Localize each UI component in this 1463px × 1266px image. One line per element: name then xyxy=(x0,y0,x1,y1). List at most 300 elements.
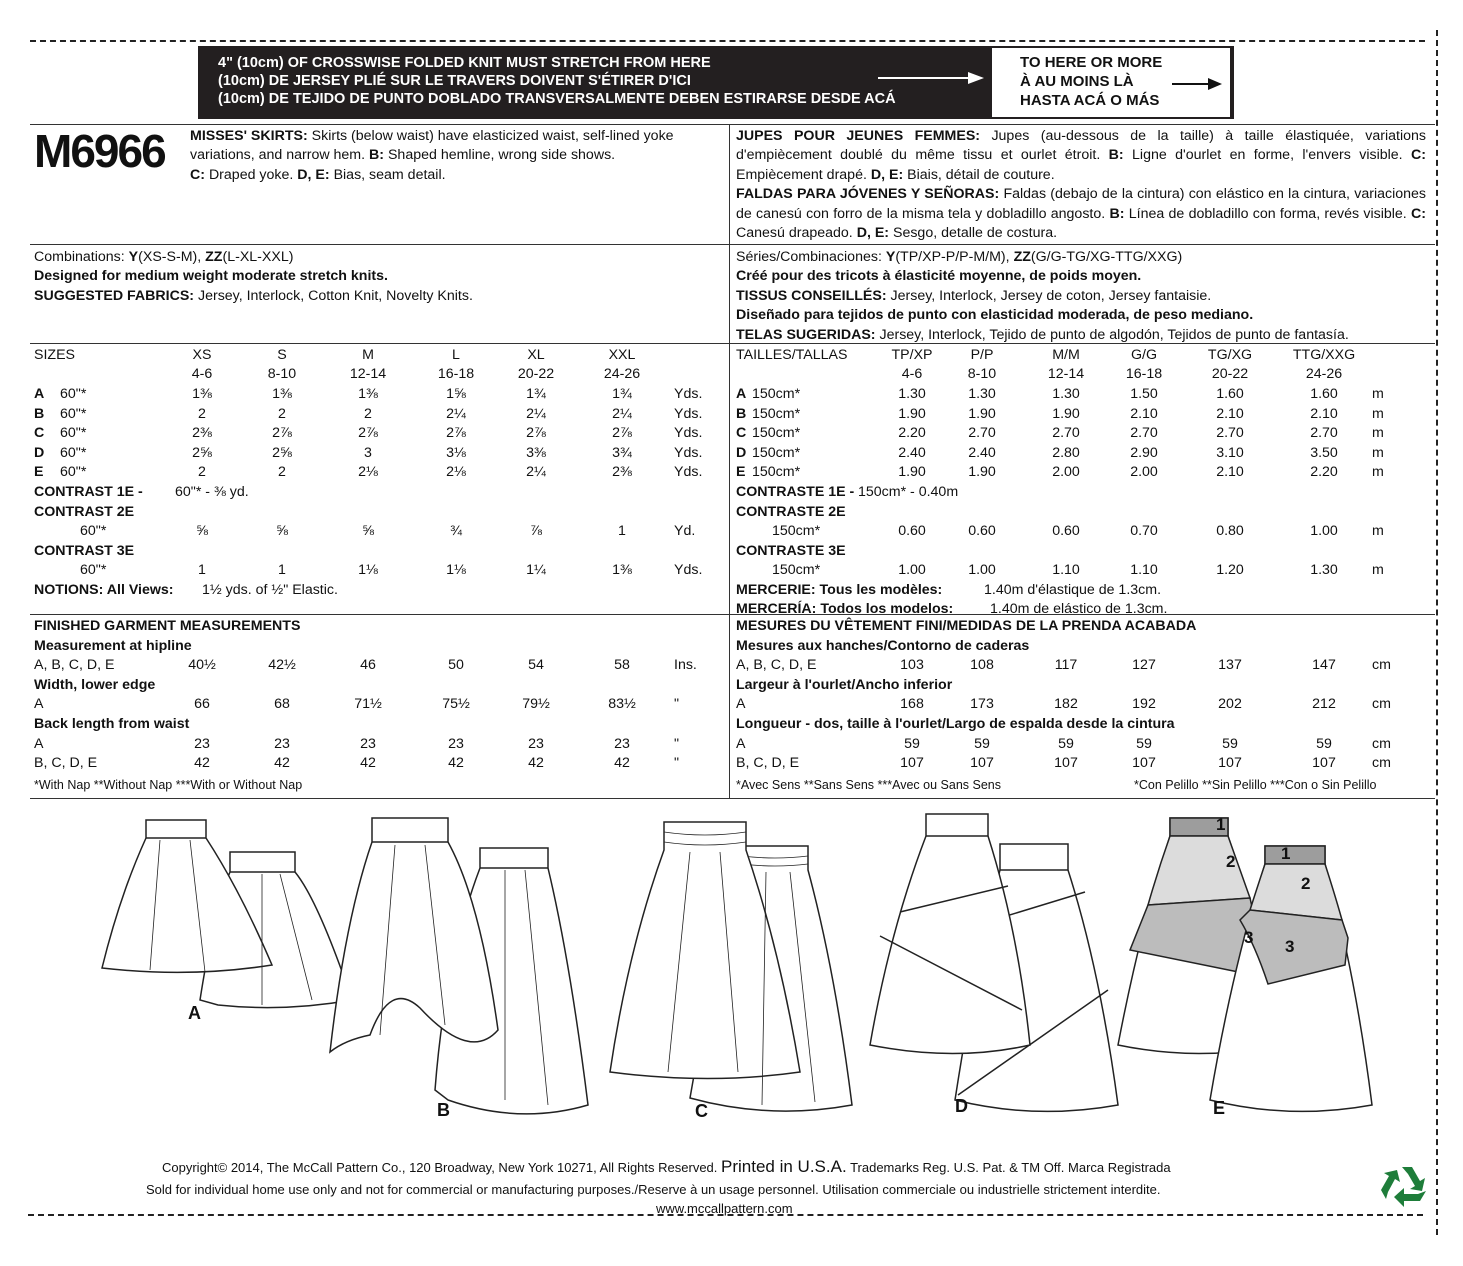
yardage-value: 2⅞ xyxy=(272,425,292,442)
yardage-table-fr xyxy=(736,0,1436,800)
yardage-value: 2.10 xyxy=(1216,405,1244,422)
merceria-label: MERCERÍA: Todos los modelos: xyxy=(736,601,954,617)
measure-value: 71½ xyxy=(354,696,382,713)
fabric-designed-fr: Créé pour des tricots à élasticité moyenne, de poids moyen. xyxy=(736,268,1142,285)
yardage-value: 2 xyxy=(198,464,206,481)
yardage-value: 1.30 xyxy=(1310,562,1338,579)
measure-value: 68 xyxy=(274,696,290,713)
measure-label: Measurement at hipline xyxy=(34,637,192,654)
size-numbers-row xyxy=(736,365,1436,384)
printed-in: Printed in U.S.A. xyxy=(721,1157,847,1176)
measure-row xyxy=(736,754,1436,773)
view-row-c xyxy=(736,424,1436,443)
desc-es-title: FALDAS PARA JÓVENES Y SEÑORAS: xyxy=(736,186,1000,203)
yardage-value: 2.20 xyxy=(898,425,926,442)
size-number: 4-6 xyxy=(901,366,923,382)
unit: m xyxy=(1372,562,1384,579)
yardage-value: 2.80 xyxy=(1052,444,1080,461)
yardage-value: 1⅝ xyxy=(446,386,466,402)
view-letter: B xyxy=(34,405,45,422)
size-col-header: M xyxy=(362,347,374,363)
fabric-width: 60"* xyxy=(60,444,87,461)
yardage-value: 1¼ xyxy=(526,562,546,579)
view-letter: C xyxy=(736,425,747,442)
unit: Yds. xyxy=(674,464,703,481)
desc-en-de-text: Bias, seam detail. xyxy=(333,166,446,183)
yardage-value: 1 xyxy=(278,562,286,579)
contrast-1-text: 150cm* - 0.40m xyxy=(858,484,959,500)
measure-value: 107 xyxy=(1132,755,1156,772)
measure-value: 75½ xyxy=(442,696,470,713)
footer-url: www.mccallpattern.com xyxy=(656,1201,793,1216)
view-row-a xyxy=(736,385,1436,404)
notions-text: 1½ yds. of ½" Elastic. xyxy=(202,582,338,598)
yardage-value: 2⅞ xyxy=(612,425,632,442)
measure-value: 23 xyxy=(528,735,544,752)
view-e-illustration xyxy=(1118,818,1372,1111)
measure-value: 103 xyxy=(900,657,924,674)
yardage-value: 1.00 xyxy=(1310,523,1338,540)
yardage-value: 1.30 xyxy=(898,386,926,402)
measure-row xyxy=(736,656,1436,675)
desc-fr-b-text: Ligne d'ourlet en forme, l'envers visible. xyxy=(1132,147,1403,164)
unit: " xyxy=(674,735,680,752)
finished-header: FINISHED GARMENT MEASUREMENTS xyxy=(34,618,301,634)
contrast-label: CONTRAST 3E xyxy=(34,542,135,559)
desc-en-b-text: Shaped hemline, wrong side shows. xyxy=(387,147,616,164)
recycle-icon xyxy=(1380,1165,1434,1209)
piece-number-3: 3 xyxy=(1244,928,1254,947)
measure-label-row xyxy=(34,676,734,695)
yardage-value: 2.10 xyxy=(1216,464,1244,481)
yardage-value: 2.70 xyxy=(1130,425,1158,442)
view-row-c xyxy=(34,424,734,443)
yardage-value: 2¼ xyxy=(526,405,546,422)
measure-value: 66 xyxy=(194,696,210,713)
suggested-fabrics-label-fr: TISSUS CONSEILLÉS: xyxy=(736,287,887,304)
view-letter: E xyxy=(736,464,746,481)
yardage-value: 1.60 xyxy=(1216,386,1244,402)
measure-views: B, C, D, E xyxy=(736,755,800,772)
contrast-label: CONTRAST 2E xyxy=(34,503,135,520)
measure-value: 58 xyxy=(614,657,630,674)
footer-sold: Sold for individual home use only and not for commercial or manufacturing purposes./Reserve à un usage personnel. Utilisation commerciale ou industrielle strictement interdite. xyxy=(146,1182,1161,1197)
view-row-d xyxy=(34,444,734,463)
fabric-width: 60"* xyxy=(80,523,107,540)
desc-fr-de-text: Biais, détail de couture. xyxy=(907,166,1055,183)
yardage-value: ⅝ xyxy=(276,523,288,540)
unit: cm xyxy=(1372,735,1391,752)
contrast-1-label: CONTRASTE 1E - xyxy=(736,484,855,500)
measure-label: Largeur à l'ourlet/Ancho inferior xyxy=(736,676,953,693)
combo-zz: ZZ xyxy=(205,249,223,265)
desc-fr-title: JUPES POUR JEUNES FEMMES: xyxy=(736,128,981,144)
desc-es-text: Faldas (debajo de la cintura) con elástico en la cintura, variaciones de canesú con forro de la misma tela y dobladillo angosto. xyxy=(736,186,1426,222)
size-number: 4-6 xyxy=(191,366,213,382)
measure-row xyxy=(34,695,734,714)
desc-es-b-label: B: xyxy=(1109,205,1125,222)
contrast-2-row xyxy=(736,522,1436,541)
contrast-1-row xyxy=(736,483,1436,502)
trademarks: Trademarks Reg. U.S. Pat. & TM Off. Marca Registrada xyxy=(850,1160,1171,1175)
notions-row xyxy=(34,581,734,600)
footnote-row xyxy=(736,776,1436,795)
yardage-value: 1.20 xyxy=(1216,562,1244,579)
desc-es-b-text: Línea de dobladillo con forma, revés visible. xyxy=(1128,205,1407,222)
yardage-value: 2.40 xyxy=(968,444,996,461)
measure-value: 182 xyxy=(1054,696,1078,713)
merceria-text: 1.40m de elástico de 1.3cm. xyxy=(990,601,1168,617)
unit: m xyxy=(1372,464,1384,481)
measure-value: 59 xyxy=(974,735,990,752)
measure-value: 42 xyxy=(360,755,376,772)
combo-y-fr: Y xyxy=(885,249,896,265)
measure-value: 107 xyxy=(1054,755,1078,772)
view-row-a xyxy=(34,385,734,404)
yardage-value: 2⅜ xyxy=(192,425,212,442)
desc-en-b-label: B: xyxy=(369,147,385,164)
yardage-value: ⅝ xyxy=(196,523,208,540)
measure-value: 59 xyxy=(1058,735,1074,752)
yardage-value: 2⅛ xyxy=(446,464,466,481)
measure-value: 79½ xyxy=(522,696,550,713)
size-col-header: TP/XP xyxy=(891,347,933,363)
measure-value: 42 xyxy=(528,755,544,772)
yardage-value: 1.30 xyxy=(1052,386,1080,402)
measure-views: B, C, D, E xyxy=(34,755,98,772)
yardage-value: 3 xyxy=(364,444,372,461)
yardage-value: 2 xyxy=(198,405,206,422)
measure-value: 59 xyxy=(1222,735,1238,752)
size-number: 16-18 xyxy=(1125,366,1163,382)
measure-row xyxy=(34,735,734,754)
view-label-d: D xyxy=(955,1096,968,1116)
desc-en-text: Skirts (below waist) have elasticized waist, self-lined yoke variations, and narrow hem. xyxy=(190,128,674,164)
suggested-fabrics-en: Jersey, Interlock, Cotton Knit, Novelty Knits. xyxy=(197,287,473,304)
suggested-fabrics-label-es: TELAS SUGERIDAS: xyxy=(736,326,876,343)
desc-fr-b-label: B: xyxy=(1108,147,1124,164)
view-letter: E xyxy=(34,464,44,481)
yardage-value: 1⅛ xyxy=(446,562,466,579)
measure-value: 42 xyxy=(274,755,290,772)
measure-value: 42 xyxy=(194,755,210,772)
view-label-e: E xyxy=(1213,1098,1226,1118)
unit: m xyxy=(1372,444,1384,461)
unit: " xyxy=(674,696,680,713)
unit: m xyxy=(1372,405,1384,422)
yardage-value: 1.90 xyxy=(968,405,996,422)
yardage-value: 2⅞ xyxy=(446,425,466,442)
measure-value: 107 xyxy=(1218,755,1242,772)
view-letter: B xyxy=(736,405,747,422)
size-col-header: XS xyxy=(192,347,212,363)
mercerie-row xyxy=(736,581,1436,600)
yardage-value: 1.90 xyxy=(898,405,926,422)
yardage-value: 2.70 xyxy=(968,425,996,442)
combo-zz-fr: ZZ xyxy=(1013,249,1031,265)
sizes-header-row xyxy=(34,346,734,365)
desc-es-c-text: Canesú drapeado. xyxy=(736,225,853,242)
fabric-width: 60"* xyxy=(60,386,87,402)
fabric-width: 150cm* xyxy=(772,523,821,540)
combo-zz-sizes-fr: (G/G-TG/XG-TTG/XXG) xyxy=(1030,249,1183,265)
view-label-c: C xyxy=(695,1101,708,1121)
yardage-value: 1.00 xyxy=(898,562,926,579)
measure-label: Longueur - dos, taille à l'ourlet/Largo de espalda desde la cintura xyxy=(736,716,1175,732)
yardage-value: 1.30 xyxy=(968,386,996,402)
fabric-width: 150cm* xyxy=(772,562,821,579)
yardage-value: 1⅜ xyxy=(612,562,632,579)
piece-number-2: 2 xyxy=(1226,852,1236,871)
size-col-header: XXL xyxy=(608,347,636,363)
measure-label: Width, lower edge xyxy=(34,676,156,693)
yardage-value: 1.90 xyxy=(968,464,996,481)
desc-en-c-text: Draped yoke. xyxy=(208,166,294,183)
contrast-2-label-row xyxy=(736,503,1436,522)
yardage-value: 2¼ xyxy=(526,464,546,481)
yardage-value: 2⅞ xyxy=(526,425,546,442)
yardage-value: ⅝ xyxy=(362,523,374,540)
measure-value: 23 xyxy=(614,735,630,752)
size-col-header: L xyxy=(452,347,460,363)
contrast-3-label-row xyxy=(34,542,734,561)
yardage-value: 3.10 xyxy=(1216,444,1244,461)
measure-row xyxy=(34,656,734,675)
measure-views: A xyxy=(736,696,746,713)
fabric-width: 150cm* xyxy=(752,464,801,481)
yardage-value: 0.70 xyxy=(1130,523,1158,540)
measure-value: 192 xyxy=(1132,696,1156,713)
measure-row xyxy=(736,735,1436,754)
contrast-2-row xyxy=(34,522,734,541)
desc-es-de-text: Sesgo, detalle de costura. xyxy=(892,225,1058,242)
size-number: 20-22 xyxy=(517,366,555,382)
combinations-label: Combinations: xyxy=(34,249,125,265)
footnote-fr: *Avec Sens **Sans Sens ***Avec ou Sans Sens xyxy=(736,777,1001,792)
yardage-value: 2.90 xyxy=(1130,444,1158,461)
measure-value: 23 xyxy=(448,735,464,752)
measure-value: 42 xyxy=(614,755,630,772)
mercerie-text: 1.40m d'élastique de 1.3cm. xyxy=(984,582,1162,598)
yardage-value: 1⅜ xyxy=(192,386,212,402)
finished-header-row xyxy=(736,617,1436,636)
measure-label: Mesures aux hanches/Contorno de caderas xyxy=(736,637,1030,654)
measure-value: 117 xyxy=(1054,657,1078,674)
contrast-1-row xyxy=(34,483,734,502)
measure-value: 40½ xyxy=(188,657,216,674)
yardage-value: 2 xyxy=(364,405,372,422)
measure-value: 23 xyxy=(360,735,376,752)
combo-y-sizes: (XS-S-M), xyxy=(138,249,202,265)
view-illustrations xyxy=(0,800,1463,1130)
measure-value: 23 xyxy=(274,735,290,752)
fabric-width: 60"* xyxy=(60,425,87,442)
measure-label-row xyxy=(34,637,734,656)
view-letter: D xyxy=(736,444,747,461)
unit: Ins. xyxy=(674,657,697,674)
yardage-value: 0.60 xyxy=(1052,523,1080,540)
view-letter: A xyxy=(736,386,747,402)
measure-views: A xyxy=(34,735,44,752)
view-row-b xyxy=(34,405,734,424)
fabric-width: 60"* xyxy=(60,464,87,481)
fabric-width: 150cm* xyxy=(752,405,801,422)
size-col-header: XL xyxy=(527,347,545,363)
measure-value: 168 xyxy=(900,696,924,713)
measure-value: 173 xyxy=(970,696,994,713)
desc-en-title: MISSES' SKIRTS: xyxy=(190,128,308,144)
stretch-to-en: TO HERE OR MORE xyxy=(1020,54,1163,71)
combo-y: Y xyxy=(128,249,139,265)
unit: Yds. xyxy=(674,425,703,442)
yardage-value: 1.50 xyxy=(1130,386,1158,402)
fabric-width: 150cm* xyxy=(752,386,801,402)
unit: cm xyxy=(1372,657,1391,674)
yardage-value: 1 xyxy=(618,523,626,540)
yardage-value: 2.00 xyxy=(1052,464,1080,481)
measure-value: 127 xyxy=(1132,657,1156,674)
suggested-fabrics-fr: Jersey, Interlock, Jersey de coton, Jersey fantaisie. xyxy=(890,287,1212,304)
view-c-illustration xyxy=(610,822,852,1111)
fabric-width: 150cm* xyxy=(752,425,801,442)
notions-label: NOTIONS: All Views: xyxy=(34,582,174,598)
desc-fr-de-label: D, E: xyxy=(870,166,904,183)
unit: m xyxy=(1372,425,1384,442)
yardage-value: 0.80 xyxy=(1216,523,1244,540)
contrast-3-row xyxy=(736,561,1436,580)
measure-value: 23 xyxy=(194,735,210,752)
measure-value: 107 xyxy=(1312,755,1336,772)
measure-value: 42½ xyxy=(268,657,296,674)
measure-label-row xyxy=(34,715,734,734)
measure-value: 107 xyxy=(900,755,924,772)
yardage-value: ⅞ xyxy=(530,523,542,540)
size-number: 24-26 xyxy=(1305,366,1343,382)
size-numbers-row xyxy=(34,365,734,384)
yardage-value: 1¾ xyxy=(612,386,632,402)
yardage-value: 2⅞ xyxy=(358,425,378,442)
yardage-value: 1¾ xyxy=(526,386,546,402)
unit: cm xyxy=(1372,696,1391,713)
yardage-value: 2.20 xyxy=(1310,464,1338,481)
size-number: 12-14 xyxy=(349,366,387,382)
yardage-value: 3¾ xyxy=(612,444,632,461)
view-label-b: B xyxy=(437,1100,450,1120)
piece-number-3: 3 xyxy=(1285,937,1295,956)
measure-label: Back length from waist xyxy=(34,716,190,732)
combo-zz-sizes: (L-XL-XXL) xyxy=(222,249,294,265)
piece-number-1: 1 xyxy=(1281,844,1291,863)
yardage-value: 1.10 xyxy=(1130,562,1158,579)
size-col-header: TTG/XXG xyxy=(1292,347,1356,363)
contrast-3-label-row xyxy=(736,542,1436,561)
measure-value: 147 xyxy=(1312,657,1336,674)
unit: " xyxy=(674,755,680,772)
yardage-value: 1 xyxy=(198,562,206,579)
yardage-value: 2.70 xyxy=(1052,425,1080,442)
measure-label-row xyxy=(736,637,1436,656)
yardage-table-en xyxy=(34,0,734,800)
footnote-es: *Con Pelillo **Sin Pelillo ***Con o Sin Pelillo xyxy=(1134,777,1377,792)
pattern-number: M6966 xyxy=(34,125,165,177)
size-number: 8-10 xyxy=(267,366,297,382)
view-row-e xyxy=(34,463,734,482)
view-a-illustration xyxy=(102,820,352,1008)
view-row-e xyxy=(736,463,1436,482)
contrast-label: CONTRASTE 2E xyxy=(736,503,846,520)
measure-value: 54 xyxy=(528,657,544,674)
size-number: 24-26 xyxy=(603,366,641,382)
yardage-value: 2.40 xyxy=(898,444,926,461)
measure-value: 50 xyxy=(448,657,464,674)
size-number: 20-22 xyxy=(1211,366,1249,382)
yardage-value: 2¼ xyxy=(612,405,632,422)
yardage-value: 2.10 xyxy=(1130,405,1158,422)
yardage-value: 1.10 xyxy=(1052,562,1080,579)
unit: Yd. xyxy=(674,523,696,540)
unit: Yds. xyxy=(674,405,703,422)
contrast-1-text: 60"* - ⅜ yd. xyxy=(175,484,249,500)
measure-value: 108 xyxy=(970,657,994,674)
sizes-header-row xyxy=(736,346,1436,365)
view-label-a: A xyxy=(188,1003,201,1023)
measure-value: 59 xyxy=(904,735,920,752)
measure-value: 137 xyxy=(1218,657,1242,674)
measure-views: A xyxy=(34,696,44,713)
view-letter: C xyxy=(34,425,45,442)
contrast-2-label-row xyxy=(34,503,734,522)
desc-es-de-label: D, E: xyxy=(856,225,890,242)
stretch-from-fr: (10cm) DE JERSEY PLIÉ SUR LE TRAVERS DOIVENT S'ÉTIRER D'ICI xyxy=(218,73,691,89)
desc-en-c-label: C: xyxy=(190,166,205,183)
stretch-to-es: HASTA ACÁ O MÁS xyxy=(1020,92,1160,109)
measure-value: 202 xyxy=(1218,696,1242,713)
measure-label-row xyxy=(736,676,1436,695)
desc-fr-text: Jupes (au-dessous de la taille) à taille élastiquée, variations d'empiècement doublé du même tissu et ourlet étroit. xyxy=(736,128,1426,164)
unit: m xyxy=(1372,386,1384,402)
fabric-width: 150cm* xyxy=(752,444,801,461)
finished-header-row xyxy=(34,617,734,636)
yardage-value: 2.10 xyxy=(1310,405,1338,422)
view-row-b xyxy=(736,405,1436,424)
yardage-value: 2 xyxy=(278,405,286,422)
measure-value: 42 xyxy=(448,755,464,772)
unit: Yds. xyxy=(674,444,703,461)
fabric-width: 60"* xyxy=(60,405,87,422)
view-letter: A xyxy=(34,386,45,402)
view-row-d xyxy=(736,444,1436,463)
yardage-value: 1.00 xyxy=(968,562,996,579)
stretch-to-fr: À AU MOINS LÀ xyxy=(1020,73,1134,90)
combo-y-sizes-fr: (TP/XP-P/P-M/M), xyxy=(895,249,1010,265)
yardage-value: 0.60 xyxy=(968,523,996,540)
stretch-from-en: 4" (10cm) OF CROSSWISE FOLDED KNIT MUST STRETCH FROM HERE xyxy=(218,55,711,71)
size-col-header: M/M xyxy=(1052,347,1080,363)
combinations-label-fr: Séries/Combinaciones: xyxy=(736,249,882,265)
footnote-row xyxy=(34,776,734,795)
mercerie-label: MERCERIE: Tous les modèles: xyxy=(736,582,943,598)
yardage-value: 1.60 xyxy=(1310,386,1338,402)
piece-number-1: 1 xyxy=(1216,815,1226,834)
view-letter: D xyxy=(34,444,45,461)
unit: Yds. xyxy=(674,562,703,579)
fabric-width: 60"* xyxy=(80,562,107,579)
suggested-fabrics-label: SUGGESTED FABRICS: xyxy=(34,287,195,304)
sizes-label: TAILLES/TALLAS xyxy=(736,347,848,363)
finished-header: MESURES DU VÊTEMENT FINI/MEDIDAS DE LA PRENDA ACABADA xyxy=(736,618,1197,634)
yardage-value: 2¼ xyxy=(446,405,466,422)
size-col-header: G/G xyxy=(1130,347,1158,363)
